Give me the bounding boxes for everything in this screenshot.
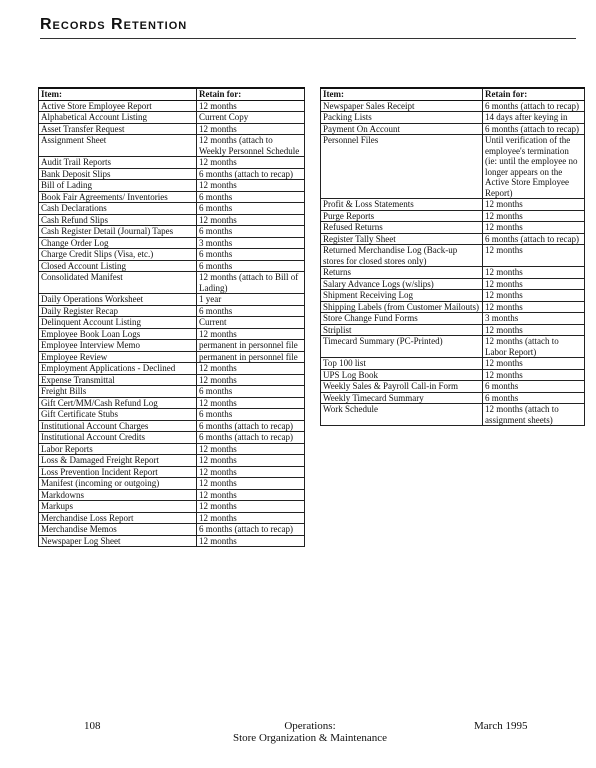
- retention-period: 12 months: [197, 466, 305, 478]
- record-item: Payment On Account: [321, 123, 483, 135]
- retention-period: 6 months (attach to recap): [483, 123, 585, 135]
- retention-period: 12 months: [197, 328, 305, 340]
- record-item: Newspaper Sales Receipt: [321, 100, 483, 112]
- retention-period: 6 months (attach to recap): [483, 100, 585, 112]
- retention-period: 12 months: [197, 501, 305, 513]
- record-item: Delinquent Account Listing: [39, 317, 197, 329]
- table-row: [39, 478, 305, 490]
- retention-period: 3 months: [483, 313, 585, 325]
- record-item: Expense Transmittal: [39, 374, 197, 386]
- table-row: [39, 305, 305, 317]
- retention-period: 6 months (attach to recap): [197, 524, 305, 536]
- retention-period: 12 months: [483, 324, 585, 336]
- table-row: [39, 397, 305, 409]
- record-item: UPS Log Book: [321, 369, 483, 381]
- retention-period: 12 months (attach to Bill of Lading): [197, 272, 305, 294]
- table-row: [39, 260, 305, 272]
- record-item: Weekly Sales & Payroll Call-in Form: [321, 381, 483, 393]
- retention-period: 12 months: [197, 123, 305, 135]
- page-title: Records Retention: [40, 16, 188, 33]
- record-item: Profit & Loss Statements: [321, 199, 483, 211]
- table-row: [39, 501, 305, 513]
- table-row: [39, 135, 305, 157]
- record-item: Gift Certificate Stubs: [39, 409, 197, 421]
- retention-period: permanent in personnel file: [197, 351, 305, 363]
- table-header-row: [321, 88, 585, 100]
- record-item: Daily Operations Worksheet: [39, 294, 197, 306]
- table-row: [39, 237, 305, 249]
- retention-period: 6 months: [197, 409, 305, 421]
- retention-period: 6 months: [197, 260, 305, 272]
- record-item: Employee Interview Memo: [39, 340, 197, 352]
- table-body-right: [321, 100, 585, 426]
- retention-period: 12 months: [197, 374, 305, 386]
- table-row: [321, 278, 585, 290]
- table-row: [321, 112, 585, 124]
- retention-period: 6 months: [483, 392, 585, 404]
- table-row: [321, 267, 585, 279]
- retention-period: 12 months (attach to assignment sheets): [483, 404, 585, 426]
- record-item: Manifest (incoming or outgoing): [39, 478, 197, 490]
- record-item: Register Tally Sheet: [321, 233, 483, 245]
- retention-period: 12 months (attach to Weekly Personnel Schedule: [197, 135, 305, 157]
- retention-period: Current Copy: [197, 112, 305, 124]
- table-row: [321, 135, 585, 199]
- record-item: Work Schedule: [321, 404, 483, 426]
- retention-period: 6 months: [197, 386, 305, 398]
- table-row: [321, 301, 585, 313]
- record-item: Closed Account Listing: [39, 260, 197, 272]
- record-item: Refused Returns: [321, 222, 483, 234]
- retention-period: 12 months: [197, 214, 305, 226]
- page-number: 108: [84, 720, 101, 732]
- record-item: Personnel Files: [321, 135, 483, 199]
- retention-period: 6 months: [197, 305, 305, 317]
- record-item: Cash Register Detail (Journal) Tapes: [39, 226, 197, 238]
- record-item: Cash Declarations: [39, 203, 197, 215]
- record-item: Consolidated Manifest: [39, 272, 197, 294]
- record-item: Returned Merchandise Log (Back-up stores for closed stores only): [321, 245, 483, 267]
- table-row: [39, 512, 305, 524]
- record-item: Change Order Log: [39, 237, 197, 249]
- record-item: Charge Credit Slips (Visa, etc.): [39, 249, 197, 261]
- table-row: [321, 404, 585, 426]
- retention-period: 6 months (attach to recap): [197, 168, 305, 180]
- table-row: [39, 100, 305, 112]
- table-row: [321, 222, 585, 234]
- table-row: [39, 489, 305, 501]
- table-row: [321, 336, 585, 358]
- table-row: [39, 535, 305, 547]
- record-item: Alphabetical Account Listing: [39, 112, 197, 124]
- record-item: Labor Reports: [39, 443, 197, 455]
- table-row: [321, 245, 585, 267]
- record-item: Bill of Lading: [39, 180, 197, 192]
- retention-period: 6 months (attach to recap): [483, 233, 585, 245]
- table-row: [321, 392, 585, 404]
- record-item: Top 100 list: [321, 358, 483, 370]
- table-row: [321, 324, 585, 336]
- table-row: [39, 455, 305, 467]
- retention-period: 12 months: [197, 180, 305, 192]
- table-row: [39, 524, 305, 536]
- header-item: Item:: [321, 88, 483, 100]
- record-item: Markdowns: [39, 489, 197, 501]
- retention-period: 12 months: [483, 278, 585, 290]
- retention-period: 12 months (attach to Labor Report): [483, 336, 585, 358]
- retention-period: permanent in personnel file: [197, 340, 305, 352]
- table-row: [39, 317, 305, 329]
- record-item: Cash Refund Slips: [39, 214, 197, 226]
- table-row: [321, 123, 585, 135]
- table-row: [39, 386, 305, 398]
- table-row: [321, 313, 585, 325]
- retention-period: 12 months: [197, 512, 305, 524]
- record-item: Packing Lists: [321, 112, 483, 124]
- table-row: [39, 466, 305, 478]
- retention-period: 12 months: [197, 478, 305, 490]
- retention-period: 12 months: [483, 301, 585, 313]
- record-item: Striplist: [321, 324, 483, 336]
- footer-section: [200, 720, 420, 744]
- record-item: Asset Transfer Request: [39, 123, 197, 135]
- record-item: Timecard Summary (PC-Printed): [321, 336, 483, 358]
- table-row: [39, 123, 305, 135]
- retention-period: 6 months: [197, 203, 305, 215]
- retention-period: Current: [197, 317, 305, 329]
- record-item: Freight Bills: [39, 386, 197, 398]
- retention-period: 12 months: [197, 535, 305, 547]
- retention-period: 6 months: [197, 249, 305, 261]
- title-rule: [40, 38, 576, 39]
- retention-period: 12 months: [483, 222, 585, 234]
- table-row: [39, 272, 305, 294]
- retention-period: 1 year: [197, 294, 305, 306]
- table-row: [321, 100, 585, 112]
- record-item: Employment Applications - Declined: [39, 363, 197, 375]
- table-row: [39, 363, 305, 375]
- retention-period: 12 months: [483, 210, 585, 222]
- table-row: [321, 369, 585, 381]
- table-row: [321, 210, 585, 222]
- record-item: Merchandise Memos: [39, 524, 197, 536]
- table-row: [321, 381, 585, 393]
- retention-period: 12 months: [483, 358, 585, 370]
- record-item: Book Fair Agreements/ Inventories: [39, 191, 197, 203]
- record-item: Shipment Receiving Log: [321, 290, 483, 302]
- retention-period: 6 months (attach to recap): [197, 420, 305, 432]
- record-item: Active Store Employee Report: [39, 100, 197, 112]
- record-item: Assignment Sheet: [39, 135, 197, 157]
- footer-date: March 1995: [474, 720, 528, 732]
- table-row: [39, 249, 305, 261]
- record-item: Gift Cert/MM/Cash Refund Log: [39, 397, 197, 409]
- record-item: Purge Reports: [321, 210, 483, 222]
- footer-section-line2: Store Organization & Maintenance: [232, 732, 388, 744]
- record-item: Daily Register Recap: [39, 305, 197, 317]
- retention-period: 12 months: [197, 100, 305, 112]
- record-item: Employee Review: [39, 351, 197, 363]
- table-row: [39, 226, 305, 238]
- record-item: Store Change Fund Forms: [321, 313, 483, 325]
- header-item: Item:: [39, 88, 197, 100]
- table-row: [39, 191, 305, 203]
- table-body-left: [39, 100, 305, 547]
- record-item: Institutional Account Credits: [39, 432, 197, 444]
- retention-period: 12 months: [483, 290, 585, 302]
- table-row: [39, 168, 305, 180]
- table-row: [39, 420, 305, 432]
- retention-period: 6 months: [197, 226, 305, 238]
- table-row: [39, 294, 305, 306]
- header-retain-for: Retain for:: [483, 88, 585, 100]
- footer-section-line1: Operations:: [284, 720, 336, 732]
- table-row: [39, 328, 305, 340]
- record-item: Salary Advance Logs (w/slips): [321, 278, 483, 290]
- table-row: [39, 180, 305, 192]
- table-row: [39, 340, 305, 352]
- retention-period: 12 months: [483, 245, 585, 267]
- table-row: [39, 432, 305, 444]
- record-item: Institutional Account Charges: [39, 420, 197, 432]
- record-item: Markups: [39, 501, 197, 513]
- retention-period: 12 months: [197, 489, 305, 501]
- retention-period: 3 months: [197, 237, 305, 249]
- table-row: [39, 409, 305, 421]
- record-item: Loss Prevention Incident Report: [39, 466, 197, 478]
- retention-table-left: [38, 87, 305, 547]
- retention-period: Until verification of the employee's termination (ie: until the employee no longer appears on the Active Store Employee Report): [483, 135, 585, 199]
- table-row: [39, 214, 305, 226]
- retention-period: 12 months: [483, 199, 585, 211]
- table-row: [321, 199, 585, 211]
- table-row: [39, 351, 305, 363]
- table-row: [321, 233, 585, 245]
- record-item: Weekly Timecard Summary: [321, 392, 483, 404]
- retention-period: 6 months: [483, 381, 585, 393]
- record-item: Audit Trail Reports: [39, 157, 197, 169]
- retention-period: 6 months (attach to recap): [197, 432, 305, 444]
- record-item: Bank Deposit Slips: [39, 168, 197, 180]
- retention-period: 12 months: [483, 267, 585, 279]
- table-row: [39, 112, 305, 124]
- retention-table-right: [320, 87, 585, 426]
- table-row: [39, 374, 305, 386]
- record-item: Newspaper Log Sheet: [39, 535, 197, 547]
- retention-period: 12 months: [197, 157, 305, 169]
- table-header-row: [39, 88, 305, 100]
- retention-period: 12 months: [197, 455, 305, 467]
- table-row: [39, 203, 305, 215]
- retention-period: 12 months: [197, 397, 305, 409]
- record-item: Merchandise Loss Report: [39, 512, 197, 524]
- header-retain-for: Retain for:: [197, 88, 305, 100]
- retention-period: 12 months: [197, 443, 305, 455]
- record-item: Returns: [321, 267, 483, 279]
- record-item: Employee Book Loan Logs: [39, 328, 197, 340]
- record-item: Loss & Damaged Freight Report: [39, 455, 197, 467]
- table-row: [39, 157, 305, 169]
- retention-period: 12 months: [197, 363, 305, 375]
- retention-period: 6 months: [197, 191, 305, 203]
- record-item: Shipping Labels (from Customer Mailouts): [321, 301, 483, 313]
- table-row: [321, 290, 585, 302]
- retention-period: 14 days after keying in: [483, 112, 585, 124]
- retention-period: 12 months: [483, 369, 585, 381]
- table-row: [39, 443, 305, 455]
- table-row: [321, 358, 585, 370]
